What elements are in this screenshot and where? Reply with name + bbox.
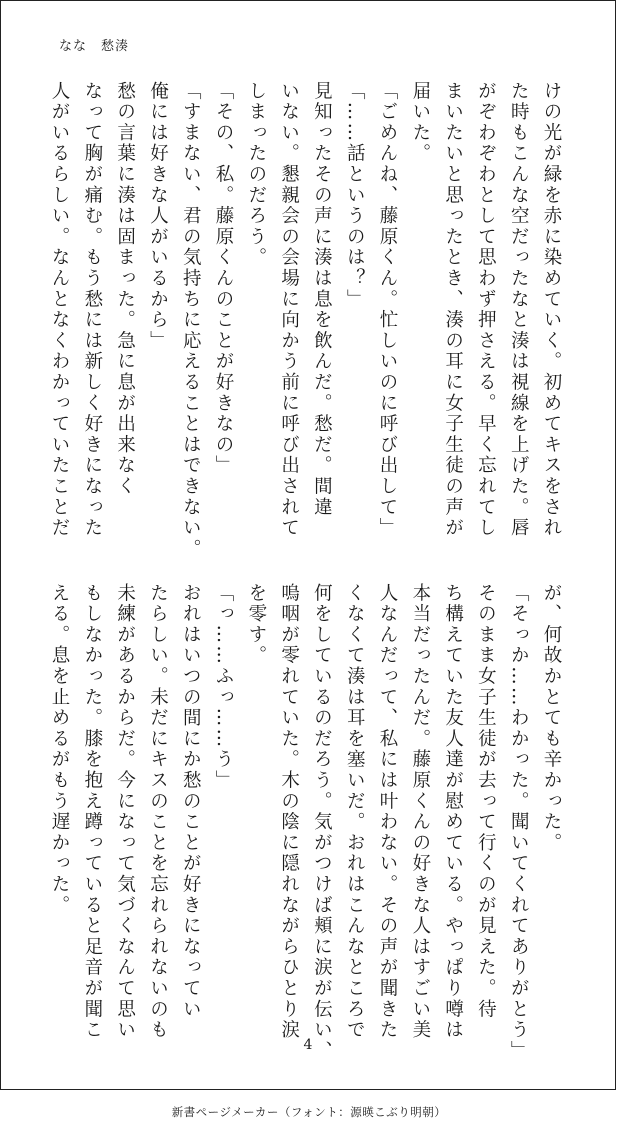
text-column: 嗚咽が零れていた。木の陰に隠れながらひとり涙 <box>278 583 300 1041</box>
text-column: 何をしているのだろう。気がつけば頬に涙が伝い、 <box>311 583 333 1062</box>
text-column: 本当だったんだ。藤原くんの好きな人はすごい美 <box>409 583 431 1041</box>
text-column: しまったのだろう。 <box>245 81 267 269</box>
text-column: が、何故かとても辛かった。 <box>541 583 562 854</box>
text-column: 届いた。 <box>409 81 431 165</box>
text-column: ち構えていた友人達が慰めている。やっぱり噂は <box>442 583 464 1041</box>
text-column: がぞわぞわとして思わず押さえる。早く忘れてし <box>475 81 497 539</box>
text-column: 「ごめんね、藤原くん。忙しいのに呼び出して」 <box>377 81 399 539</box>
text-column: 「……話というのは？」 <box>344 81 366 310</box>
page-number: 4 <box>303 1037 313 1053</box>
text-column: える。息を止めるがもう遅かった。 <box>49 583 71 916</box>
text-column: たらしい。未だにキスのことを忘れられないのも <box>147 583 169 1041</box>
text-column: 俺には好きな人がいるから」 <box>147 81 169 352</box>
text-column: を零す。 <box>245 583 267 667</box>
text-column: 「っ……ふっ……う」 <box>213 583 235 791</box>
text-column: もしなかった。膝を抱え蹲っていると足音が聞こ <box>81 583 103 1041</box>
text-column: た時もこんな空だったなと湊は視線を上げた。唇 <box>508 81 530 539</box>
text-column: なって胸が痛む。もう愁には新しく好きになった <box>81 81 103 539</box>
footer-credit: 新書ページメーカー（フォント：源暎こぶり明朝） <box>171 1105 447 1119</box>
text-column: 「すまない、君の気持ちに応えることはできない。 <box>180 81 202 560</box>
text-column: そのまま女子生徒が去って行くのが見えた。待 <box>475 583 497 1020</box>
text-column: 「そっか……わかった。聞いてくれてありがとう」 <box>508 583 530 1062</box>
text-column: まいたいと思ったとき、湊の耳に女子生徒の声が <box>442 81 464 539</box>
text-column: 人がいるらしい。なんとなくわかっていたことだ <box>49 81 71 539</box>
text-column: けの光が緑を赤に染めていく。初めてキスをされ <box>541 81 562 539</box>
text-column: いない。懇親会の会場に向かう前に呼び出されて <box>278 81 300 539</box>
text-column: 未練があるからだ。今になって気づくなんて思い <box>114 583 136 1041</box>
text-column: おれはいつの間にか愁のことが好きになってい <box>180 583 202 1020</box>
text-block-bottom <box>48 583 563 1062</box>
text-block-top <box>48 81 563 560</box>
text-column: 見知ったその声に湊は息を飲んだ。愁だ。間違 <box>311 81 333 518</box>
running-header: なな 愁湊 <box>59 39 130 54</box>
text-column: くなくて湊は耳を塞いだ。おれはこんなところで <box>344 583 366 1041</box>
text-column: 愁の言葉に湊は固まった。急に息が出来なく <box>114 81 136 497</box>
text-column: 「その、私。藤原くんのことが好きなの」 <box>213 81 235 477</box>
text-column: 人なんだって、私には叶わない。その声が聞きた <box>377 583 399 1041</box>
